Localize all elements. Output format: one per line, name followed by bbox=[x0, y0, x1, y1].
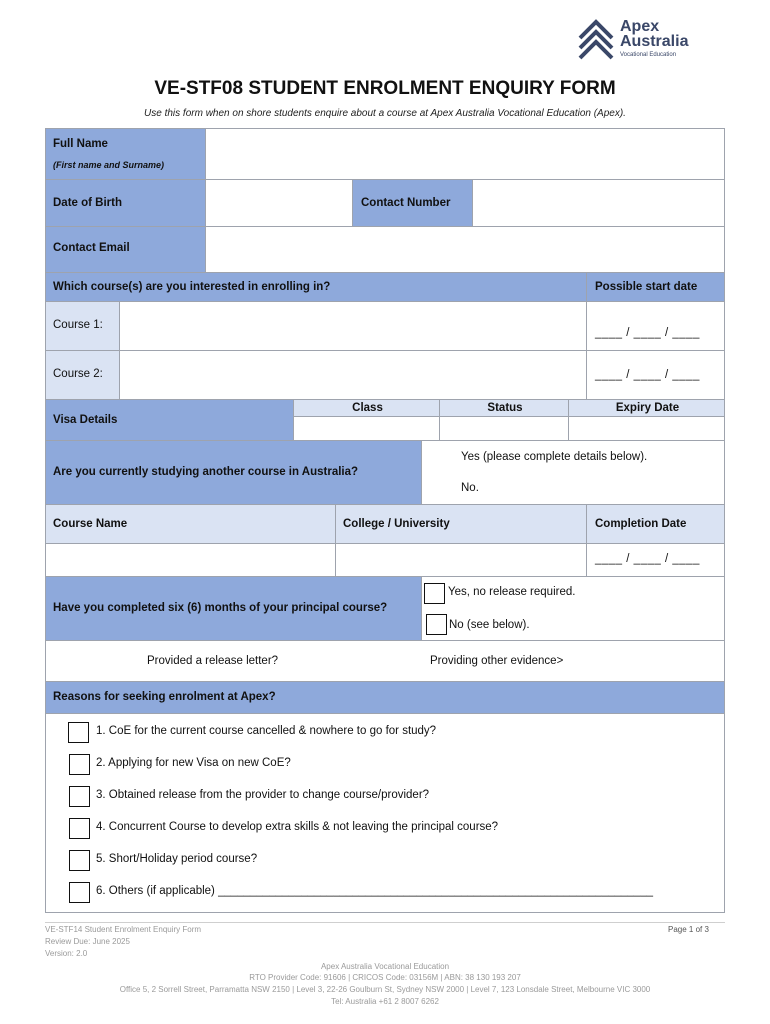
footer-codes: RTO Provider Code: 91606 | CRICOS Code: 03156M | ABN: 38 130 193 207 bbox=[249, 973, 521, 982]
visa-status-label: Status bbox=[487, 402, 523, 414]
six-months-question: Have you completed six (6) months of your principal course? bbox=[53, 602, 388, 614]
college-label: College / University bbox=[343, 518, 450, 530]
footer-review-due: Review Due: June 2025 bbox=[45, 937, 130, 946]
course2-start-date-field[interactable] bbox=[586, 350, 725, 400]
six-yes-label: Yes, no release required. bbox=[448, 586, 576, 598]
contact-email-label: Contact Email bbox=[53, 242, 130, 254]
visa-class-label: Class bbox=[352, 402, 383, 414]
course-question-cell bbox=[45, 272, 587, 302]
full-name-field[interactable] bbox=[205, 128, 725, 180]
reason-5-checkbox[interactable] bbox=[69, 850, 90, 871]
footer-org: Apex Australia Vocational Education bbox=[320, 962, 450, 971]
dob-field[interactable] bbox=[205, 179, 353, 227]
reason-3-checkbox[interactable] bbox=[69, 786, 90, 807]
visa-class-field[interactable] bbox=[293, 416, 440, 441]
course-name-label: Course Name bbox=[53, 518, 128, 530]
completion-date-field[interactable] bbox=[586, 543, 725, 577]
reason-1-label: 1. CoE for the current course cancelled & nowhere to go for study? bbox=[96, 725, 437, 737]
six-yes-checkbox[interactable] bbox=[424, 583, 445, 604]
logo-subtext: Vocational Education bbox=[620, 52, 677, 58]
studying-no-option[interactable]: No. bbox=[461, 482, 479, 494]
dob-label-cell bbox=[45, 179, 206, 227]
footer-divider bbox=[45, 922, 725, 923]
footer-address: Office 5, 2 Sorrell Street, Parramatta NSW 2150 | Level 3, 22-26 Goulburn St, Sydney NSW 2000 | Level 7, 123 Lonsdale Street, Melbourne VIC 3000 bbox=[119, 985, 651, 994]
course1-field[interactable] bbox=[119, 301, 587, 351]
course-name-label-cell bbox=[45, 504, 336, 544]
full-name-hint: (First name and Surname) bbox=[53, 160, 165, 170]
course1-label-cell bbox=[45, 301, 120, 351]
page-title: VE-STF08 STUDENT ENROLMENT ENQUIRY FORM bbox=[154, 78, 616, 99]
six-no-checkbox[interactable] bbox=[426, 614, 447, 635]
apex-logo-icon bbox=[576, 16, 616, 62]
reason-4-label: 4. Concurrent Course to develop extra skills & not leaving the principal course? bbox=[96, 821, 499, 833]
visa-label-cell bbox=[45, 399, 294, 441]
reason-3-label: 3. Obtained release from the provider to change course/provider? bbox=[96, 789, 430, 801]
completion-date-label: Completion Date bbox=[595, 518, 687, 530]
start-date-label-cell bbox=[586, 272, 725, 302]
reasons-list bbox=[45, 713, 725, 913]
logo-text: Apex bbox=[620, 18, 660, 35]
release-row bbox=[45, 640, 725, 682]
reasons-header-cell bbox=[45, 681, 725, 714]
logo-text: Australia bbox=[620, 33, 689, 50]
completion-date-label-cell bbox=[586, 504, 725, 544]
reason-6-label: 6. Others (if applicable) ____________________________________________________________________ bbox=[96, 885, 653, 897]
footer-page: Page 1 of 3 bbox=[668, 925, 709, 934]
release-letter-option[interactable]: Provided a release letter? bbox=[147, 655, 279, 667]
contact-number-label-cell bbox=[352, 179, 473, 227]
footer-doc-name: VE-STF14 Student Enrolment Enquiry Form bbox=[45, 925, 202, 934]
reason-2-checkbox[interactable] bbox=[69, 754, 90, 775]
six-months-options-cell bbox=[421, 576, 725, 641]
footer-version: Version: 2.0 bbox=[45, 949, 88, 958]
reason-5-label: 5. Short/Holiday period course? bbox=[96, 853, 258, 865]
date-blank: ____ / ____ / ____ bbox=[595, 327, 700, 339]
full-name-label: Full Name bbox=[53, 138, 108, 150]
six-months-question-cell bbox=[45, 576, 422, 641]
contact-email-field[interactable] bbox=[205, 226, 725, 273]
contact-number-field[interactable] bbox=[472, 179, 725, 227]
full-name-label-cell bbox=[45, 128, 206, 180]
visa-expiry-header bbox=[568, 399, 725, 417]
studying-options-cell bbox=[421, 440, 725, 505]
course2-field[interactable] bbox=[119, 350, 587, 400]
studying-question: Are you currently studying another course in Australia? bbox=[53, 466, 359, 478]
visa-expiry-label: Expiry Date bbox=[615, 402, 680, 414]
reasons-header: Reasons for seeking enrolment at Apex? bbox=[53, 691, 276, 703]
college-label-cell bbox=[335, 504, 587, 544]
course-name-field[interactable] bbox=[45, 543, 336, 577]
date-blank: ____ / ____ / ____ bbox=[595, 369, 700, 381]
contact-number-label: Contact Number bbox=[361, 197, 451, 209]
studying-question-cell bbox=[45, 440, 422, 505]
course2-label: Course 2: bbox=[53, 368, 103, 380]
course2-label-cell bbox=[45, 350, 120, 400]
reason-1-checkbox[interactable] bbox=[68, 722, 89, 743]
reason-4-checkbox[interactable] bbox=[69, 818, 90, 839]
dob-label: Date of Birth bbox=[53, 197, 122, 209]
other-evidence-option[interactable]: Providing other evidence> bbox=[430, 655, 564, 667]
footer-tel: Tel: Australia +61 2 8007 6262 bbox=[331, 997, 439, 1006]
course-question: Which course(s) are you interested in enrolling in? bbox=[53, 281, 331, 293]
visa-class-header bbox=[293, 399, 440, 417]
visa-label: Visa Details bbox=[53, 414, 118, 426]
visa-expiry-field[interactable] bbox=[568, 416, 725, 441]
course1-start-date-field[interactable] bbox=[586, 301, 725, 351]
reason-6-checkbox[interactable] bbox=[69, 882, 90, 903]
page-subtitle: Use this form when on shore students enquire about a course at Apex Australia Vocational Education (Apex). bbox=[144, 108, 626, 119]
six-no-label: No (see below). bbox=[449, 619, 530, 631]
course1-label: Course 1: bbox=[53, 319, 103, 331]
reason-2-label: 2. Applying for new Visa on new CoE? bbox=[96, 757, 291, 769]
contact-email-label-cell bbox=[45, 226, 206, 273]
date-blank: ____ / ____ / ____ bbox=[595, 553, 700, 565]
start-date-label: Possible start date bbox=[595, 281, 698, 293]
visa-status-field[interactable] bbox=[439, 416, 569, 441]
studying-yes-option[interactable]: Yes (please complete details below). bbox=[461, 451, 648, 463]
visa-status-header bbox=[439, 399, 569, 417]
college-field[interactable] bbox=[335, 543, 587, 577]
